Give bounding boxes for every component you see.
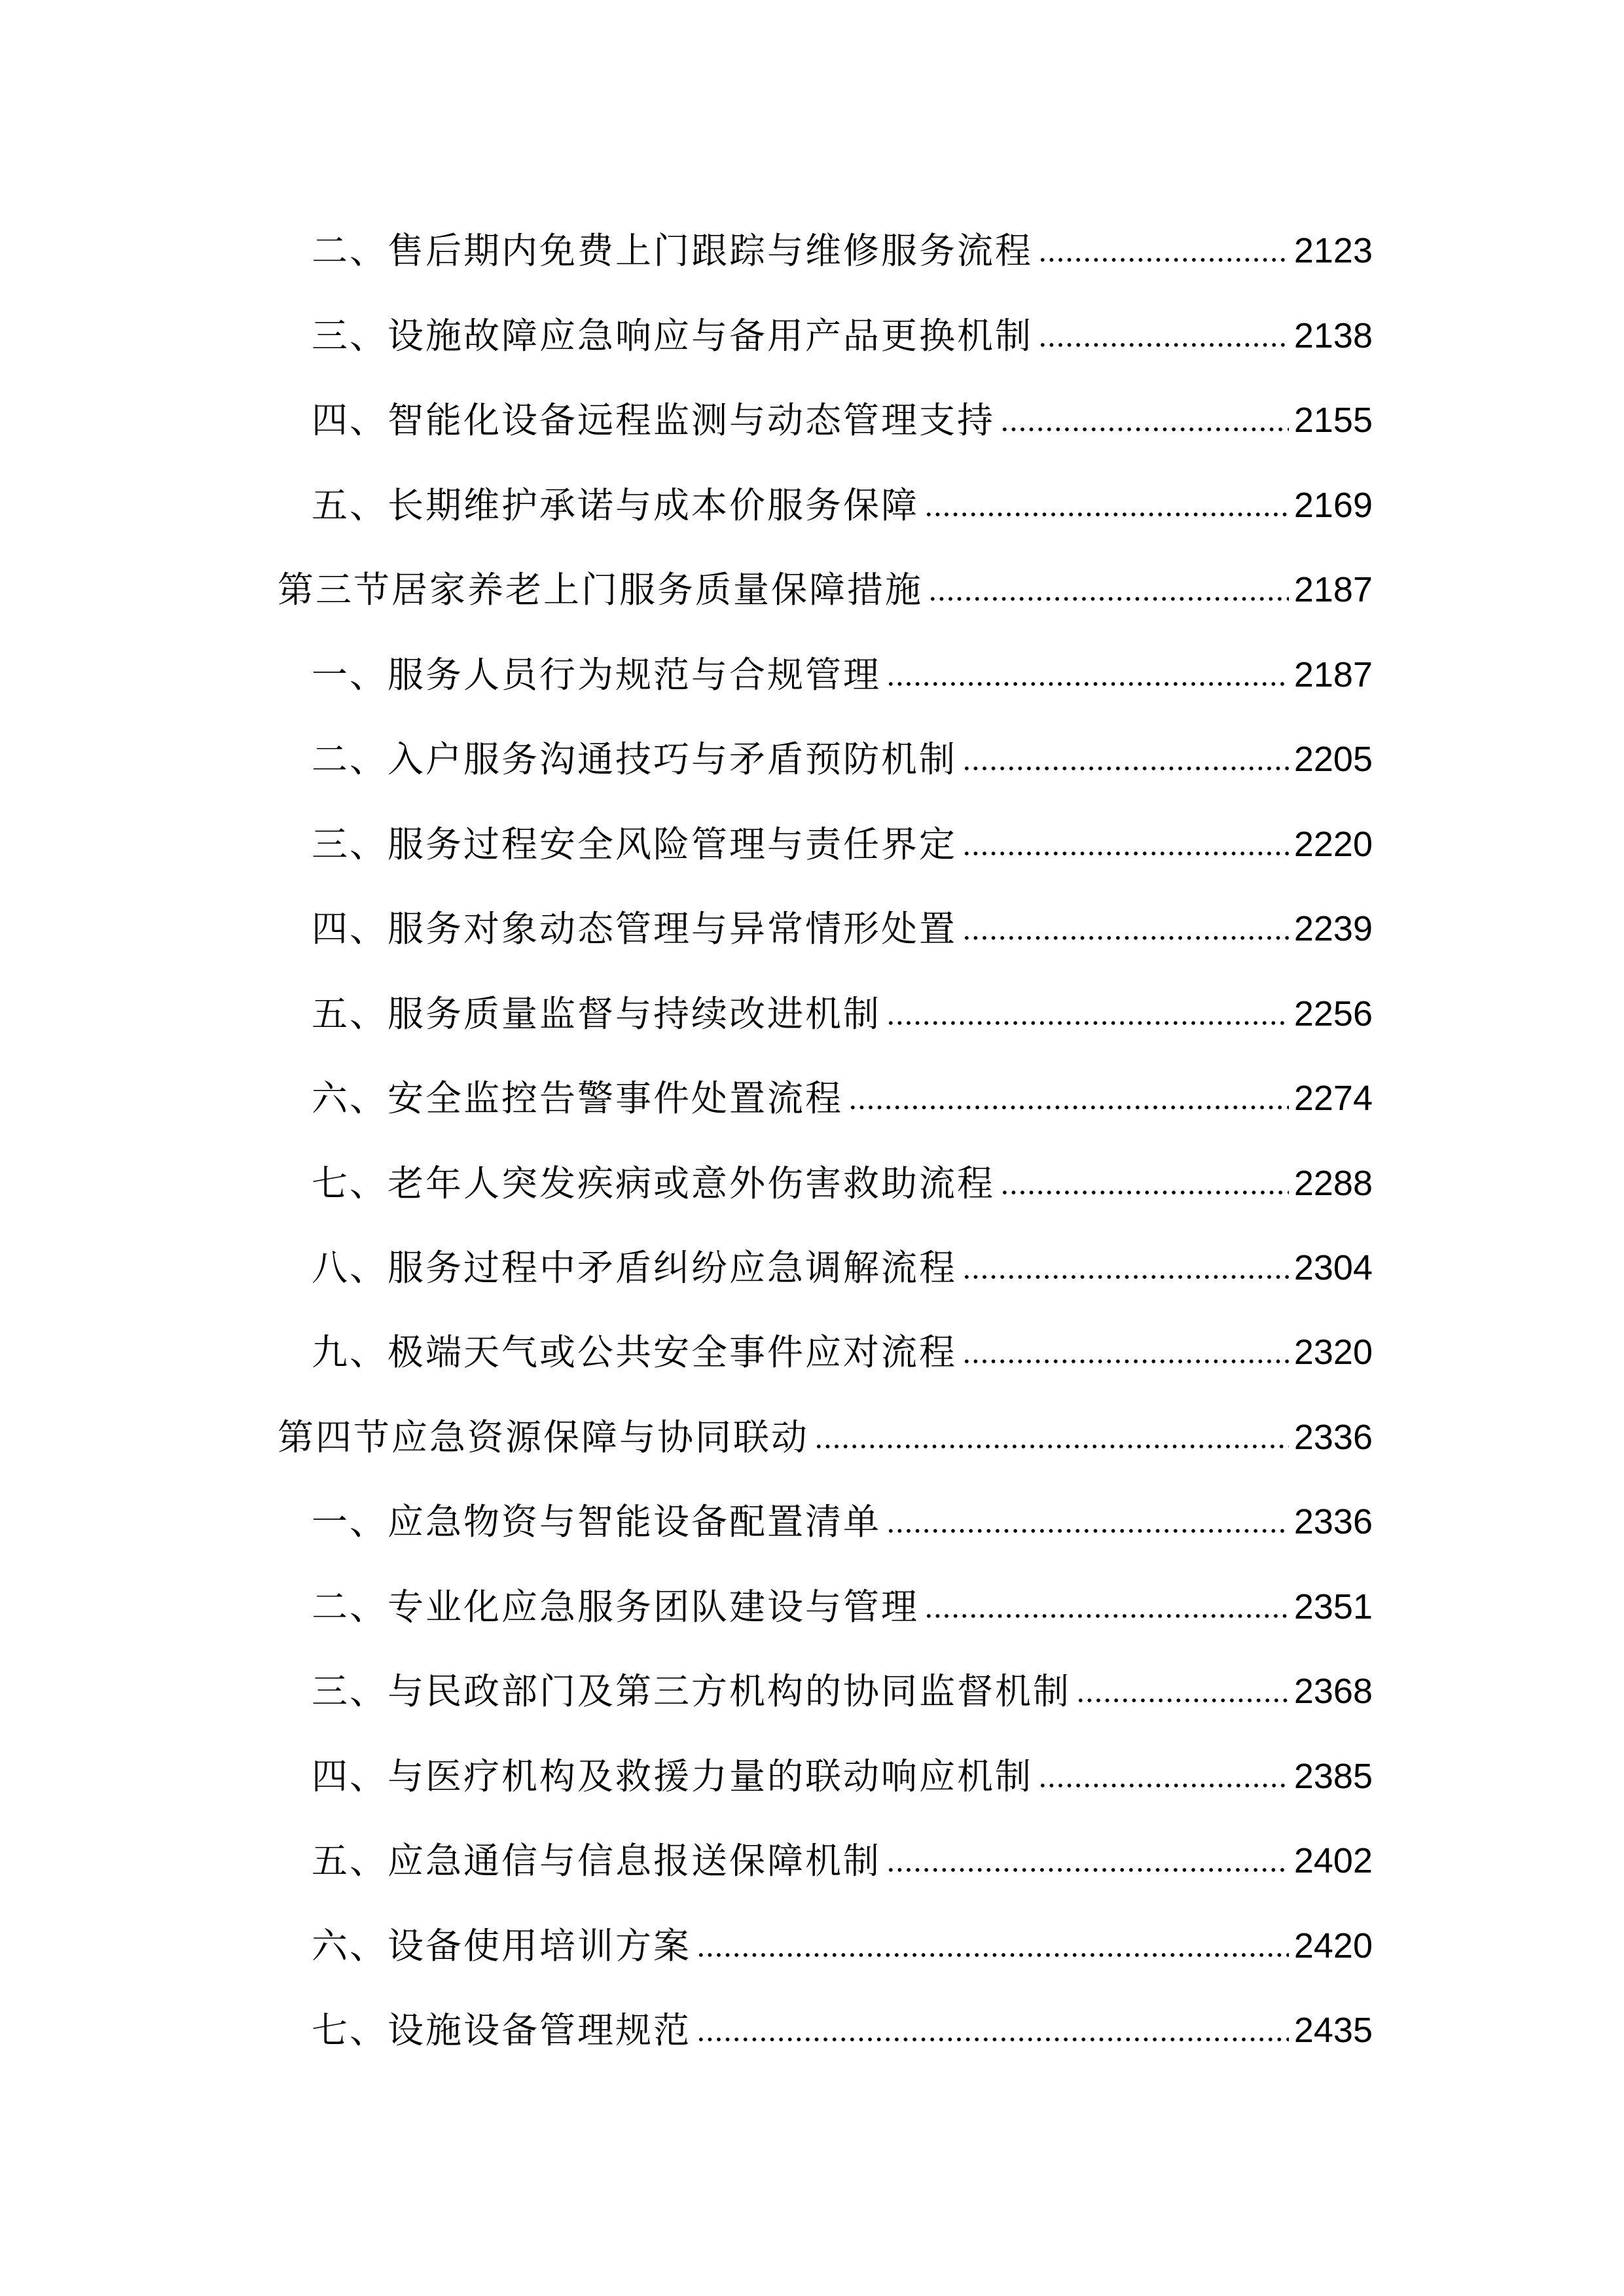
dot-leader [962, 852, 1289, 855]
dot-leader [1000, 427, 1289, 431]
toc-entry[interactable] [312, 293, 1373, 359]
toc-entry-title: 六、设备使用培训方案 [312, 1925, 692, 1967]
toc-entry-page: 2169 [1293, 486, 1373, 525]
toc-entry-page: 2402 [1293, 1841, 1373, 1880]
toc-entry-page: 2420 [1293, 1926, 1373, 1965]
toc-entry-title: 第三节居家养老上门服务质量保障措施 [278, 569, 924, 611]
toc-entry-title: 一、服务人员行为规范与合规管理 [312, 654, 882, 696]
toc-entry-page: 2288 [1293, 1164, 1373, 1203]
toc-entry-title: 五、应急通信与信息报送保障机制 [312, 1840, 882, 1882]
dot-leader [886, 1529, 1289, 1533]
toc-entry-page: 2205 [1293, 740, 1373, 779]
toc-entry-section[interactable] [278, 547, 1373, 613]
toc-entry-page: 2155 [1293, 401, 1373, 440]
toc-entry[interactable] [312, 1903, 1373, 1969]
toc-entry-page: 2239 [1293, 909, 1373, 948]
toc-entry[interactable] [312, 971, 1373, 1037]
toc-entry-title: 八、服务过程中矛盾纠纷应急调解流程 [312, 1247, 958, 1289]
dot-leader [924, 512, 1289, 516]
toc-entry-title: 三、服务过程安全风险管理与责任界定 [312, 823, 958, 865]
toc-entry[interactable] [312, 802, 1373, 867]
toc-entry[interactable] [312, 1310, 1373, 1375]
toc-entry-page: 2123 [1293, 231, 1373, 270]
toc-entry-page: 2385 [1293, 1757, 1373, 1796]
toc-entry[interactable] [312, 717, 1373, 782]
toc-entry-page: 2256 [1293, 994, 1373, 1033]
toc-entry-page: 2320 [1293, 1333, 1373, 1372]
dot-leader [962, 1359, 1289, 1363]
dot-leader [1038, 343, 1289, 347]
toc-entry[interactable] [312, 1056, 1373, 1121]
toc-entry-title: 七、老年人突发疾病或意外伤害救助流程 [312, 1162, 996, 1204]
toc-entry-title: 二、专业化应急服务团队建设与管理 [312, 1586, 920, 1628]
toc-entry-page: 2220 [1293, 825, 1373, 864]
toc-entry-page: 2351 [1293, 1587, 1373, 1626]
dot-leader [886, 682, 1289, 686]
toc-entry-title: 二、入户服务沟通技巧与矛盾预防机制 [312, 738, 958, 780]
toc-entry-title: 五、长期维护承诺与成本价服务保障 [312, 484, 920, 526]
toc-entry-title: 一、应急物资与智能设备配置清单 [312, 1501, 882, 1543]
toc-entry-page: 2336 [1293, 1418, 1373, 1457]
dot-leader [962, 936, 1289, 940]
toc-entry-title: 九、极端天气或公共安全事件应对流程 [312, 1331, 958, 1373]
toc-entry-title: 三、设施故障应急响应与备用产品更换机制 [312, 315, 1034, 357]
toc-entry-section[interactable] [278, 1395, 1373, 1460]
toc-entry[interactable] [312, 378, 1373, 443]
dot-leader [924, 1614, 1289, 1618]
toc-entry[interactable] [312, 208, 1373, 274]
toc-entry-title: 六、安全监控告警事件处置流程 [312, 1077, 844, 1119]
dot-leader [848, 1105, 1289, 1109]
toc-entry[interactable] [312, 1141, 1373, 1206]
toc-entry[interactable] [312, 1818, 1373, 1884]
toc-entry-page: 2187 [1293, 655, 1373, 694]
toc-entry[interactable] [312, 886, 1373, 952]
toc-entry-page: 2336 [1293, 1502, 1373, 1541]
toc-entry[interactable] [312, 1734, 1373, 1799]
dot-leader [886, 1868, 1289, 1872]
toc-entry-title: 四、与医疗机构及救援力量的联动响应机制 [312, 1755, 1034, 1797]
dot-leader [886, 1021, 1289, 1025]
toc-entry-page: 2304 [1293, 1248, 1373, 1287]
toc-entry[interactable] [312, 1225, 1373, 1291]
toc-entry-page: 2187 [1293, 570, 1373, 609]
toc-entry[interactable] [312, 1649, 1373, 1714]
toc-entry[interactable] [312, 1479, 1373, 1545]
toc-entry-title: 第四节应急资源保障与协同联动 [278, 1416, 810, 1458]
toc-entry-page: 2138 [1293, 316, 1373, 355]
toc-entry-page: 2368 [1293, 1672, 1373, 1711]
dot-leader [1076, 1698, 1289, 1702]
toc-entry-title: 三、与民政部门及第三方机构的协同监督机制 [312, 1670, 1072, 1712]
toc-entry-title: 四、智能化设备远程监测与动态管理支持 [312, 399, 996, 441]
dot-leader [1038, 258, 1289, 262]
dot-leader [962, 766, 1289, 770]
toc-entry-page: 2274 [1293, 1079, 1373, 1118]
dot-leader [814, 1444, 1289, 1448]
dot-leader [928, 597, 1289, 601]
dot-leader [962, 1275, 1289, 1279]
toc-entry-title: 五、服务质量监督与持续改进机制 [312, 993, 882, 1035]
dot-leader [696, 1953, 1289, 1957]
toc-entry[interactable] [312, 632, 1373, 698]
toc-entry-title: 四、服务对象动态管理与异常情形处置 [312, 908, 958, 950]
dot-leader [1038, 1784, 1289, 1787]
dot-leader [1000, 1191, 1289, 1194]
toc-entry[interactable] [312, 1988, 1373, 2053]
toc-entry-page: 2435 [1293, 2011, 1373, 2050]
toc-entry-title: 七、设施设备管理规范 [312, 2009, 692, 2051]
toc-entry-title: 二、售后期内免费上门跟踪与维修服务流程 [312, 230, 1034, 272]
dot-leader [696, 2037, 1289, 2041]
toc-entry[interactable] [312, 1564, 1373, 1630]
toc-entry[interactable] [312, 463, 1373, 528]
